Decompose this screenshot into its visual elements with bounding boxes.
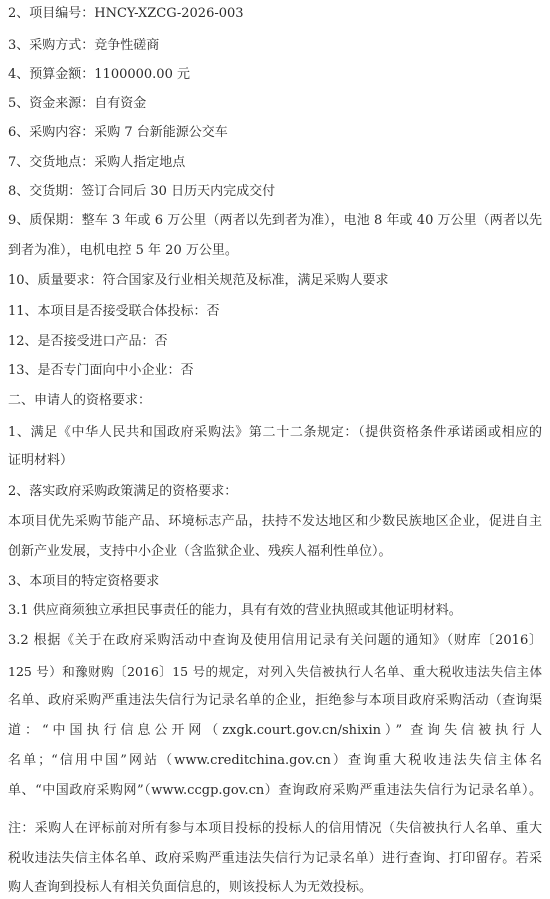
- text-line-fund-source: 5、资金来源：自有资金: [8, 96, 147, 111]
- text-line-3-2-a: 3.2 根据《关于在政府采购活动中查询及使用信用记录有关问题的通知》（财库〔2016〕: [8, 633, 542, 648]
- text-line-budget: 4、预算金额：1100000.00 元: [8, 67, 190, 82]
- text-line-delivery-location: 7、交货地点：采购人指定地点: [8, 155, 186, 170]
- text-line-3-2-c: 名单、政府采购严重违法失信行为记录名单的企业，拒绝参与本项目政府采购活动（查询渠: [8, 693, 542, 708]
- text-line-3-2-f: 单、“中国政府采购网”（www.ccgp.gov.cn）查询政府采购严重违法失信行为记录名单）。: [8, 783, 542, 798]
- text-line-procurement-content: 6、采购内容：采购 7 台新能源公交车: [8, 125, 228, 140]
- text-line-consortium: 11、本项目是否接受联合体投标：否: [8, 304, 220, 319]
- text-line-delivery-period: 8、交货期：签订合同后 30 日历天内完成交付: [8, 184, 276, 199]
- text-line-specific-heading: 3、本项目的特定资格要求: [8, 574, 160, 589]
- section-heading-qualifications: 二、申请人的资格要求：: [8, 393, 152, 408]
- text-line-warranty-1: 9、质保期：整车 3 年或 6 万公里（两者以先到者为准），电池 8 年或 40 万公里（两者以先: [8, 213, 542, 228]
- text-line-3-2-b: 125 号）和豫财购〔2016〕15 号的规定，对列入失信被执行人名单、重大税收违法失信主体: [8, 664, 542, 679]
- text-line-note-1: 注：采购人在评标前对所有参与本项目投标的投标人的信用情况（失信被执行人名单、重大: [8, 821, 542, 836]
- text-line-policy-heading: 2、落实政府采购政策满足的资格要求：: [8, 484, 238, 499]
- text-line-sme: 13、是否专门面向中小企业：否: [8, 363, 194, 378]
- text-line-project-number: 2、项目编号：HNCY-XZCG-2026-003: [8, 6, 244, 21]
- text-line-note-2: 税收违法失信主体名单、政府采购严重违法失信行为记录名单）进行查询、打印留存。若采: [8, 851, 542, 866]
- text-line-note-3: 购人查询到投标人有相关负面信息的，则该投标人为无效投标。: [8, 880, 373, 895]
- text-line-quality: 10、质量要求：符合国家及行业相关规范及标准，满足采购人要求: [8, 273, 389, 288]
- text-line-warranty-2: 到者为准），电机电控 5 年 20 万公里。: [8, 243, 238, 258]
- text-line-3-2-d: 道：“中国执行信息公开网（zxgk.court.gov.cn/shixin）” 查询失信被执行人: [8, 723, 542, 738]
- text-line-law-1: 1、满足《中华人民共和国政府采购法》第二十二条规定：（提供资格条件承诺函或相应的: [8, 425, 542, 440]
- text-line-policy-1: 本项目优先采购节能产品、环境标志产品，扶持不发达地区和少数民族地区企业，促进自主: [8, 514, 542, 529]
- text-line-policy-2: 创新产业发展，支持中小企业（含监狱企业、残疾人福利性单位）。: [8, 544, 392, 559]
- text-line-3-2-e: 名单；“信用中国”网站（www.creditchina.gov.cn）查询重大税收违法失信主体名: [8, 753, 542, 768]
- text-line-imports: 12、是否接受进口产品：否: [8, 334, 168, 349]
- text-line-law-2: 证明材料）: [8, 453, 74, 468]
- text-line-procurement-method: 3、采购方式：竞争性磋商: [8, 38, 160, 53]
- text-line-3-1: 3.1 供应商须独立承担民事责任的能力，具有有效的营业执照或其他证明材料。: [8, 603, 462, 618]
